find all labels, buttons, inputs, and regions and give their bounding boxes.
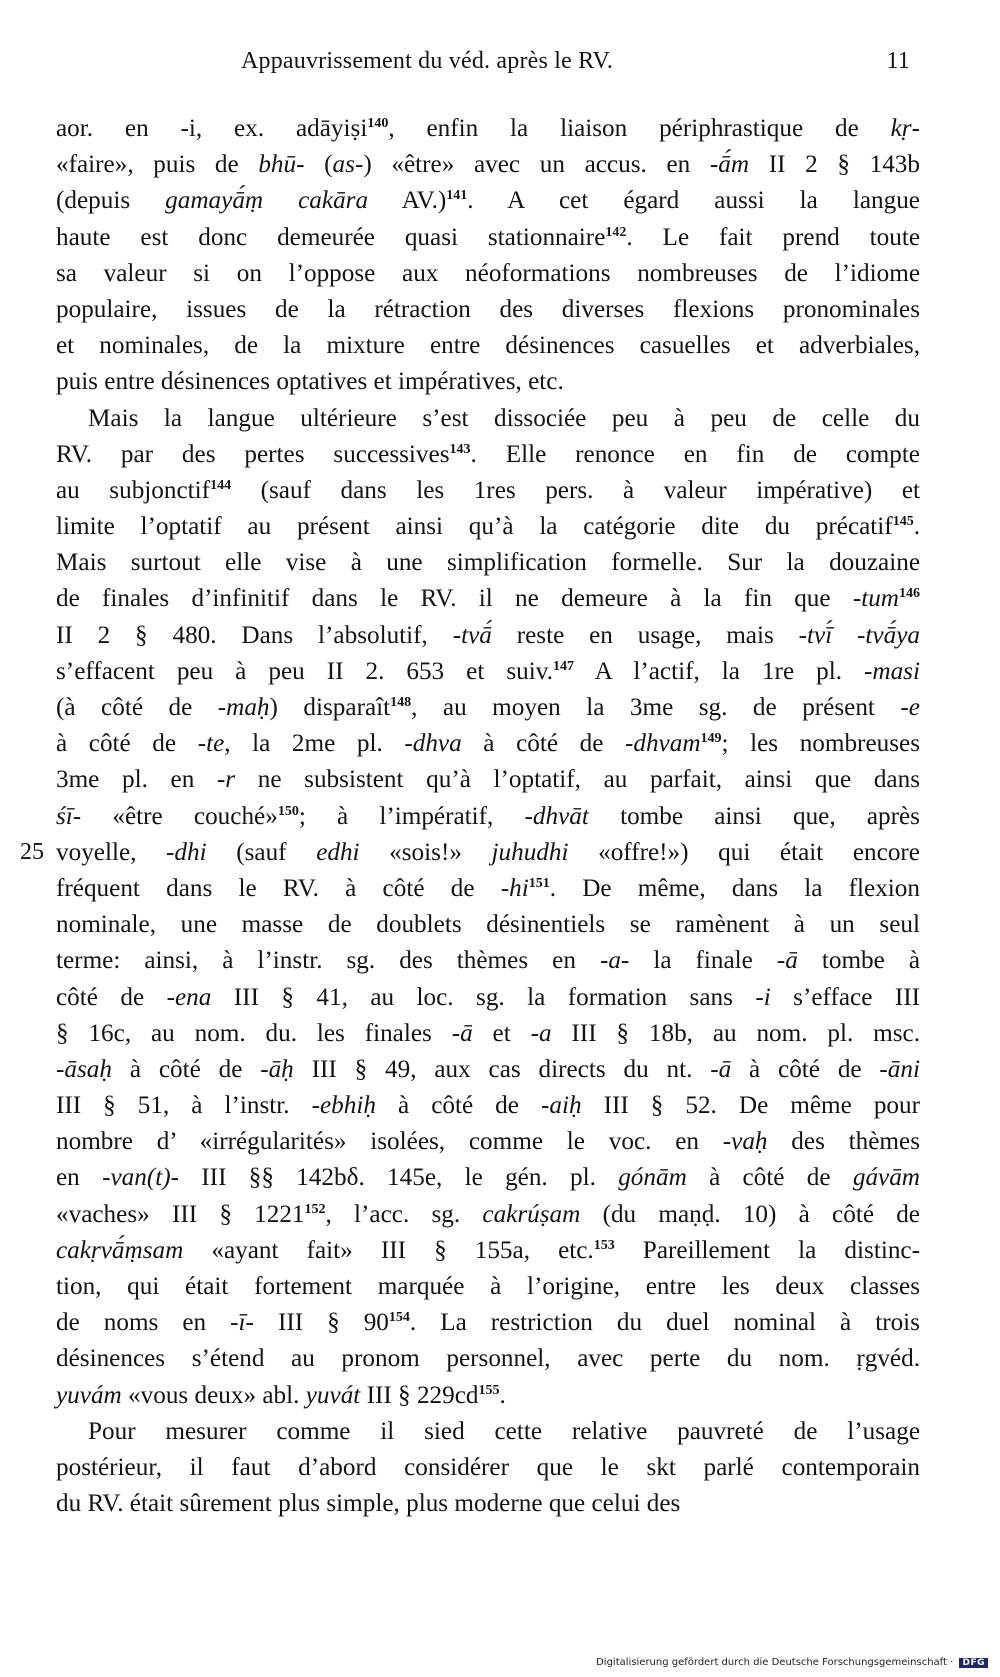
page-number: 11 xyxy=(886,48,910,74)
running-title: Appauvrissement du véd. après le RV. xyxy=(241,48,614,74)
text-line: (depuis gamayā́ṃ cakāra AV.)$^{141}$. A cet égard aussi la langue xyxy=(56,187,920,215)
footnote-reference: 154 xyxy=(388,1310,410,1326)
text-line: sa valeur si on l’oppose aux néoformations nombreuses de l’idiome xyxy=(56,259,920,287)
footnote-reference: 145 xyxy=(892,514,914,530)
text-line: cakṛvā́ṃsam «ayant fait» III § 155a, etc.$^{153}$ Pareillement la distinc- xyxy=(56,1236,920,1264)
text-line: nominale, une masse de doublets désinentiels se ramènent à un seul xyxy=(56,911,920,939)
text-line: (à côté de -maḥ) disparaît$^{148}$, au moyen la 3me sg. de présent -e xyxy=(56,694,920,721)
text-line: III § 51, à l’instr. -ebhiḥ à côté de -aiḥ III § 52. De même pour xyxy=(56,1092,920,1120)
text-line: au subjonctif$^{144}$ (sauf dans les 1res pers. à valeur impérative) et xyxy=(56,476,920,504)
digitization-footer xyxy=(596,1657,988,1668)
text-line: désinences s’étend au pronom personnel, avec perte du nom. ṛgvéd. xyxy=(56,1345,920,1373)
text-line: de noms en -ī- III § $90^{154}$. La restriction du duel nominal à trois xyxy=(56,1309,920,1337)
text-line: 3me pl. en -r ne subsistent qu’à l’optatif, au parfait, ainsi que dans xyxy=(56,766,920,794)
dfg-logo: DFG xyxy=(959,1658,988,1668)
text-line: śī- «être couché»$^{150}$; à l’impératif, -dhvāt tombe ainsi que, après xyxy=(56,802,920,830)
text-line: postérieur, il faut d’abord considérer que le skt parlé contemporain xyxy=(56,1453,920,1481)
text-line: tion, qui était fortement marquée à l’origine, entre les deux classes xyxy=(56,1273,920,1300)
text-line: s’effacent peu à peu II 2. 653 et suiv.$^{147}$ A l’actif, la 1re pl. -masi xyxy=(56,657,920,685)
text-line: et nominales, de la mixture entre désinences casuelles et adverbiales, xyxy=(56,332,920,360)
text-line: -āsaḥ à côté de -āḥ III § 49, aux cas directs du nt. -ā à côté de -āni xyxy=(56,1055,920,1083)
text-line: en -van(t)- III §§ 142bδ. 145e, le gén. pl. gónām à côté de gávām xyxy=(56,1164,920,1192)
text-line: RV. par des pertes successives$^{143}$. Elle renonce en fin de compte xyxy=(56,440,920,468)
running-header xyxy=(56,48,910,82)
text-line: «faire», puis de bhū- (as-) «être» avec un accus. en -ā́m II 2 § 143b xyxy=(56,151,920,179)
text-line: Mais la langue ultérieure s’est dissociée peu à peu de celle du xyxy=(88,404,920,432)
footnote-reference: 141 xyxy=(446,188,468,204)
body-text xyxy=(56,111,920,1522)
text-line: puis entre désinences optatives et impératives, etc. xyxy=(56,368,564,396)
footnote-reference: 155 xyxy=(478,1382,500,1398)
text-line: populaire, issues de la rétraction des diverses flexions pronominales xyxy=(56,295,920,323)
text-line: à côté de -te, la 2me pl. -dhva à côté de -dhvam$^{149}$; les nombreuses xyxy=(56,730,921,758)
footnote-reference: 140 xyxy=(367,116,389,131)
footnote-reference: 142 xyxy=(605,224,627,240)
text-line: Mais surtout elle vise à une simplification formelle. Sur la douzaine xyxy=(56,549,920,577)
footnote-reference: 152 xyxy=(304,1201,326,1217)
footnote-reference: 151 xyxy=(528,875,550,891)
text-line: du RV. était sûrement plus simple, plus moderne que celui des xyxy=(56,1490,681,1518)
footnote-reference: 143 xyxy=(449,441,471,457)
footnote-reference: 153 xyxy=(593,1237,615,1253)
text-line: «vaches» III § 1221$^{152}$, l’acc. sg. cakrúṣam (du maṇḍ. 10) à côté de xyxy=(56,1200,920,1228)
footer-text: Digitalisierung gefördert durch die Deutsche Forschungsgemeinschaft · xyxy=(596,1657,954,1668)
text-line: de finales d’infinitif dans le RV. il ne demeure à la fin que -tum$^{146}$ xyxy=(56,585,920,613)
text-line: Pour mesurer comme il sied cette relative pauvreté de l’usage xyxy=(88,1417,920,1445)
footnote-reference: 150 xyxy=(277,803,299,819)
footnote-reference: 146 xyxy=(899,586,920,602)
text-line: fréquent dans le RV. à côté de $-hi^{151}$. De même, dans la flexion xyxy=(56,874,920,902)
text-line: voyelle, -dhi (sauf edhi «sois!» juhudhi «offre!») qui était encore xyxy=(56,838,920,866)
text-line: terme: ainsi, à l’instr. sg. des thèmes en -a- la finale -ā tombe à xyxy=(56,947,921,975)
margin-line-number: 25 xyxy=(20,839,44,865)
text-line: limite l’optatif au présent ainsi qu’à la catégorie dite du précatif$^{145}$. xyxy=(56,513,920,541)
text-line: yuvám «vous deux» abl. yuvát III § $229cd^{155}$. xyxy=(56,1381,506,1409)
text-line: haute est donc demeurée quasi stationnaire$^{142}$. Le fait prend toute xyxy=(56,223,920,251)
footnote-reference: 144 xyxy=(210,477,232,493)
footnote-reference: 149 xyxy=(700,731,722,747)
text-line: côté de -ena III § 41, au loc. sg. la formation sans -i s’efface III xyxy=(56,983,920,1011)
text-line: nombre d’ «irrégularités» isolées, comme le voc. en -vaḥ des thèmes xyxy=(56,1128,920,1156)
text-line: § 16c, au nom. du. les finales -ā et -a III § 18b, au nom. pl. msc. xyxy=(56,1019,920,1047)
text-line: II 2 § 480. Dans l’absolutif, -tvā́ reste en usage, mais -tvī́ -tvā́ya xyxy=(56,621,920,649)
footnote-reference: 147 xyxy=(552,658,574,674)
footnote-reference: 148 xyxy=(390,695,412,710)
text-line: aor. en -i, ex. adāyiṣi$^{140}$, enfin la liaison périphrastique de kṛ- xyxy=(56,115,920,142)
